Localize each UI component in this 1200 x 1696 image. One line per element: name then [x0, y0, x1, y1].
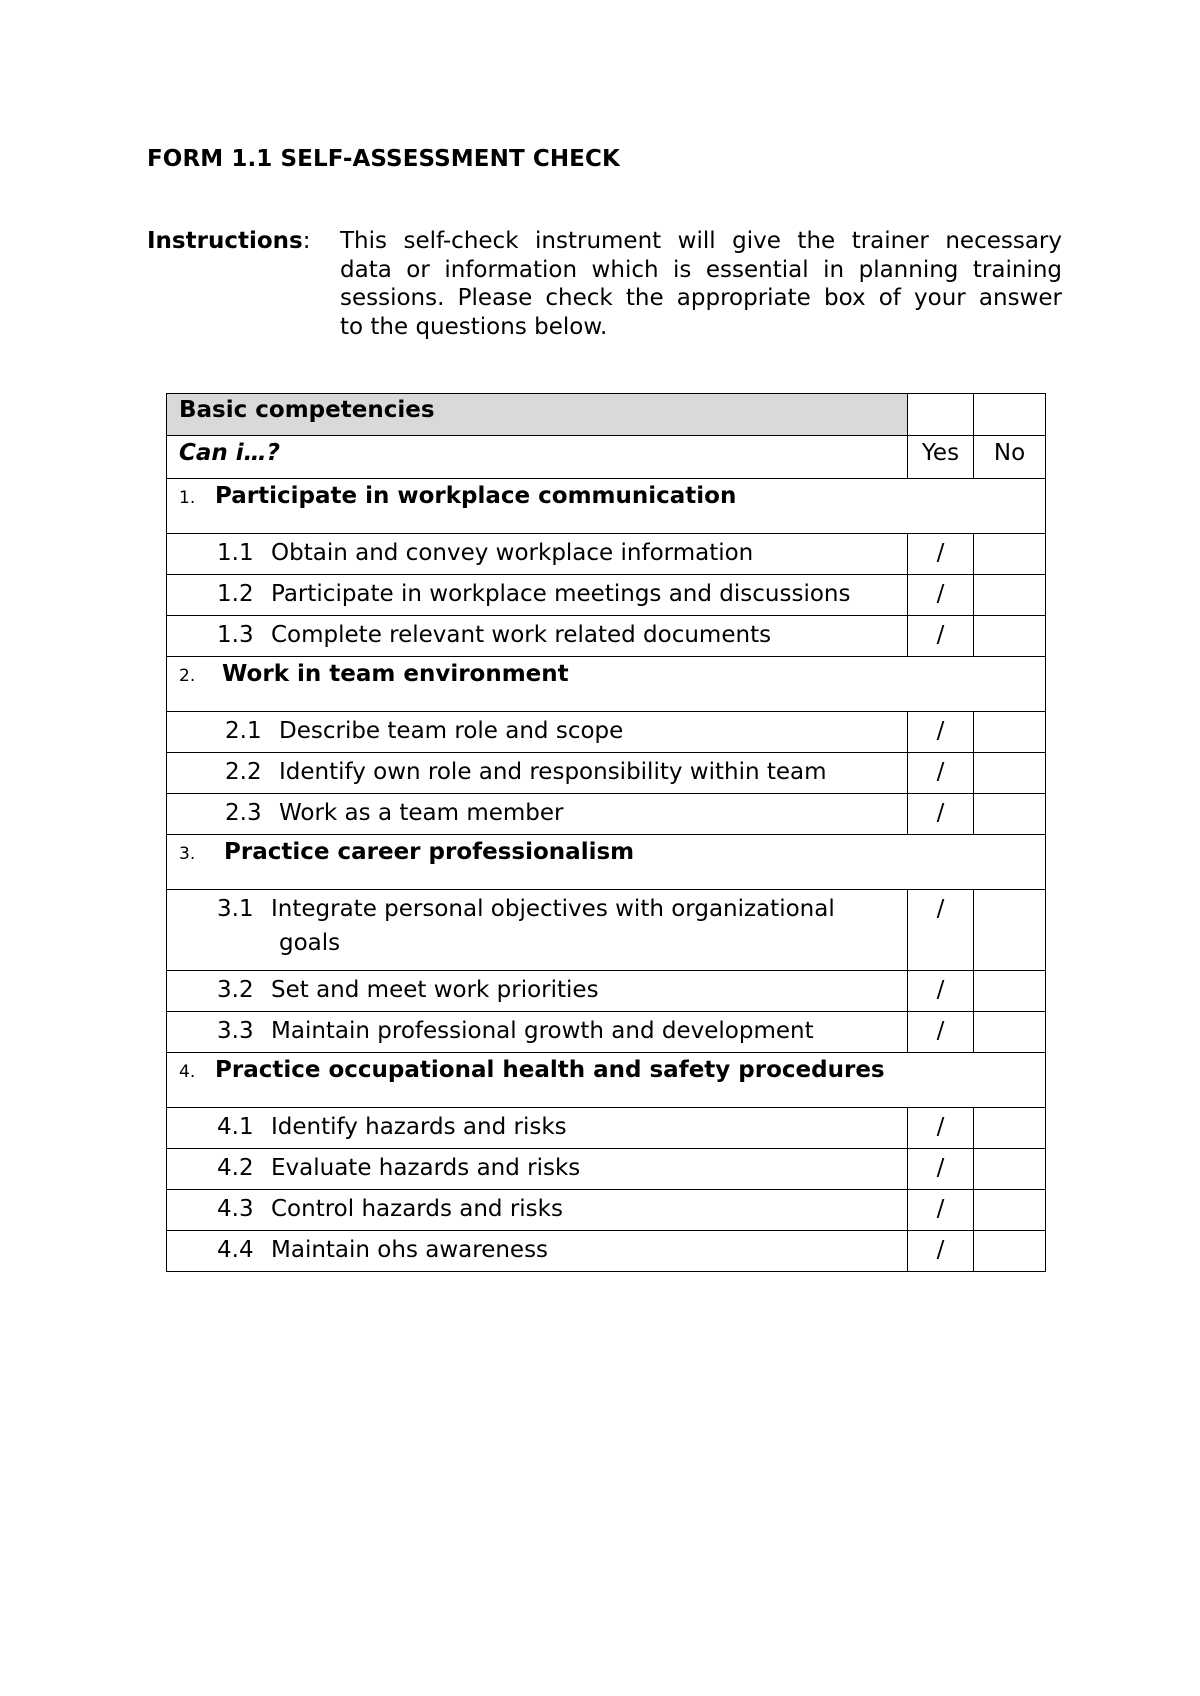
table-row [167, 753, 1046, 794]
section-row [167, 1053, 1046, 1108]
table-row [167, 794, 1046, 835]
competency-item [167, 1108, 908, 1149]
section-row [167, 479, 1046, 534]
item-number: 3.1 [217, 896, 254, 922]
section-heading [167, 835, 1046, 890]
section-title: Practice career professionalism [224, 839, 635, 865]
item-number: 2.1 [225, 718, 262, 744]
no-checkbox[interactable] [974, 616, 1046, 657]
instructions-label-text: Instructions [147, 228, 303, 254]
instructions-separator: : [302, 228, 311, 254]
item-text: Maintain professional growth and development [271, 1018, 814, 1044]
table-row [167, 1012, 1046, 1053]
competency-item [167, 1231, 908, 1272]
yes-checkbox[interactable]: / [908, 1012, 974, 1053]
no-checkbox[interactable] [974, 971, 1046, 1012]
section-title: Participate in workplace communication [215, 483, 737, 509]
yes-checkbox[interactable]: / [908, 712, 974, 753]
instructions-line: data or information which is essential in planning training [340, 256, 1062, 283]
table-row [167, 575, 1046, 616]
competency-item [167, 1190, 908, 1231]
form-title: FORM 1.1 SELF-ASSESSMENT CHECK [147, 146, 620, 172]
section-heading [167, 657, 1046, 712]
basic-competencies-header: Basic competencies [167, 394, 908, 436]
competency-item [167, 575, 908, 616]
no-checkbox[interactable] [974, 1149, 1046, 1190]
item-number: 4.3 [217, 1196, 254, 1222]
no-column-label: No [974, 436, 1046, 479]
yes-checkbox[interactable]: / [908, 890, 974, 971]
table-row [167, 1190, 1046, 1231]
header-yes-blank [908, 394, 974, 436]
item-text: Obtain and convey workplace information [271, 540, 754, 566]
yes-checkbox[interactable]: / [908, 1231, 974, 1272]
section-title: Practice occupational health and safety procedures [215, 1057, 885, 1083]
competency-item [167, 616, 908, 657]
competency-item [167, 971, 908, 1012]
competency-item [167, 753, 908, 794]
no-checkbox[interactable] [974, 1231, 1046, 1272]
table-row [167, 534, 1046, 575]
yes-checkbox[interactable]: / [908, 1190, 974, 1231]
no-checkbox[interactable] [974, 575, 1046, 616]
section-heading [167, 479, 1046, 534]
section-number: 3. [179, 844, 196, 864]
table-row [167, 890, 1046, 971]
table-row [167, 1108, 1046, 1149]
section-heading [167, 1053, 1046, 1108]
item-number: 1.1 [217, 540, 254, 566]
table-row [167, 1231, 1046, 1272]
yes-checkbox[interactable]: / [908, 1108, 974, 1149]
item-text: Identify own role and responsibility within team [279, 759, 827, 785]
can-i-question: Can i…? [167, 436, 908, 479]
yes-checkbox[interactable]: / [908, 971, 974, 1012]
section-number: 2. [179, 666, 196, 686]
item-number: 3.2 [217, 977, 254, 1003]
instructions-label [147, 228, 310, 254]
no-checkbox[interactable] [974, 794, 1046, 835]
no-checkbox[interactable] [974, 534, 1046, 575]
item-number: 1.3 [217, 622, 254, 648]
yes-column-label: Yes [908, 436, 974, 479]
item-number: 2.3 [225, 800, 262, 826]
table-row [167, 1149, 1046, 1190]
competency-item [167, 794, 908, 835]
section-row [167, 657, 1046, 712]
section-row [167, 835, 1046, 890]
no-checkbox[interactable] [974, 1012, 1046, 1053]
item-number: 2.2 [225, 759, 262, 785]
question-row [167, 436, 1046, 479]
competency-item [167, 890, 908, 971]
instructions-text [340, 227, 1062, 341]
item-text: Evaluate hazards and risks [271, 1155, 581, 1181]
item-text: Maintain ohs awareness [271, 1237, 549, 1263]
table-row [167, 616, 1046, 657]
item-text: Describe team role and scope [279, 718, 624, 744]
item-number: 4.1 [217, 1114, 254, 1140]
instructions-line: This self-check instrument will give the trainer necessary [340, 228, 1062, 254]
section-title: Work in team environment [222, 661, 569, 687]
no-checkbox[interactable] [974, 1108, 1046, 1149]
instructions-line: to the questions below. [340, 313, 608, 340]
yes-checkbox[interactable]: / [908, 753, 974, 794]
table-row [167, 971, 1046, 1012]
no-checkbox[interactable] [974, 712, 1046, 753]
competency-checklist-table [166, 393, 1046, 1272]
yes-checkbox[interactable]: / [908, 1149, 974, 1190]
item-text: Set and meet work priorities [271, 977, 599, 1003]
no-checkbox[interactable] [974, 753, 1046, 794]
item-text: Participate in workplace meetings and discussions [271, 581, 851, 607]
yes-checkbox[interactable]: / [908, 575, 974, 616]
instructions-line: sessions. Please check the appropriate box of your answer [340, 285, 1062, 311]
item-number: 1.2 [217, 581, 254, 607]
item-number: 4.4 [217, 1237, 254, 1263]
competency-item [167, 712, 908, 753]
item-text: Integrate personal objectives with organizational [271, 896, 835, 922]
yes-checkbox[interactable]: / [908, 616, 974, 657]
table-header-row [167, 394, 1046, 436]
competency-item [167, 534, 908, 575]
table-row [167, 712, 1046, 753]
item-text-continuation: goals [279, 930, 341, 956]
item-text: Work as a team member [279, 800, 564, 826]
item-number: 3.3 [217, 1018, 254, 1044]
yes-checkbox[interactable]: / [908, 794, 974, 835]
section-number: 4. [179, 1062, 196, 1082]
no-checkbox[interactable] [974, 1190, 1046, 1231]
competency-item [167, 1149, 908, 1190]
section-number: 1. [179, 488, 196, 508]
item-text: Identify hazards and risks [271, 1114, 567, 1140]
item-number: 4.2 [217, 1155, 254, 1181]
item-text: Control hazards and risks [271, 1196, 563, 1222]
item-text: Complete relevant work related documents [271, 622, 772, 648]
competency-item [167, 1012, 908, 1053]
yes-checkbox[interactable]: / [908, 534, 974, 575]
no-checkbox[interactable] [974, 890, 1046, 971]
header-no-blank [974, 394, 1046, 436]
